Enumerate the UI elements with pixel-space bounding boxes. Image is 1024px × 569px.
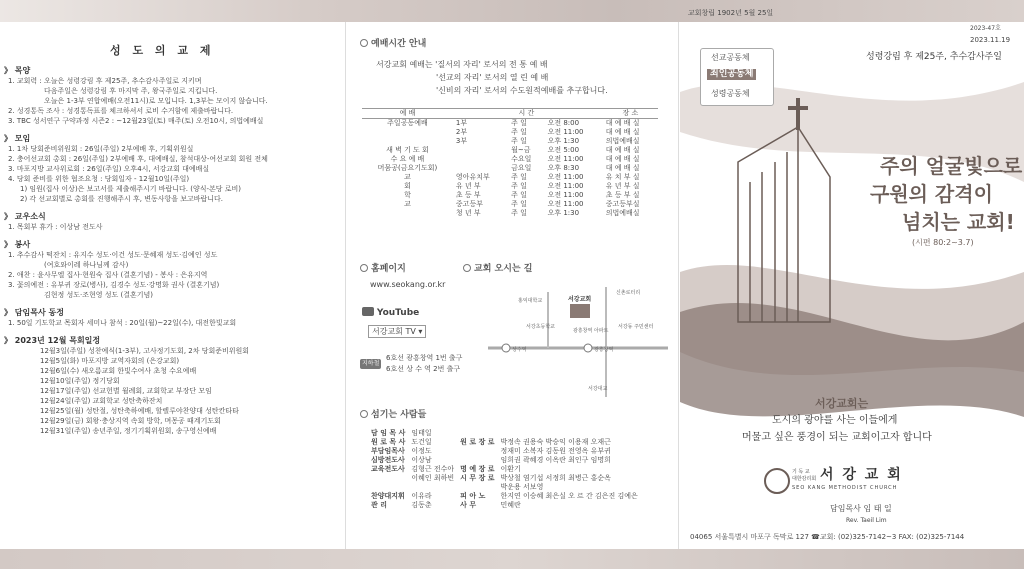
section-line: 1. 추수감사 떡잔치 : 유지수 성도·이건 성도·문혜재 성도·김예인 성도 — [8, 251, 218, 259]
staff-cell: 찬양대지휘 — [371, 492, 405, 500]
table-header-cell — [545, 109, 603, 119]
table-cell: 주 일 — [511, 191, 527, 199]
section-line: 12월24일(주일) 교회학교 성탄축하잔치 — [40, 397, 163, 405]
section-line: 다음주일은 성령강림 후 마지막 주, 왕국주일로 지킵니다. — [44, 87, 218, 95]
section-line: 12월25일(월) 성탄절, 성탄축하예배, 할렐루야찬양대 성탄칸타타 — [40, 407, 239, 415]
section-line: 3. TBC 성서연구 구약과정 시즌2 : ~12월23일(토) 매주(토) 오전10시, 의법예배실 — [8, 117, 264, 125]
staff-cell — [368, 474, 408, 483]
staff-row — [368, 429, 641, 438]
section-line: 12월10일(주일) 정기당회 — [40, 377, 120, 385]
table-cell: 유 치 부 실 — [605, 173, 640, 181]
svg-text:광흥창역: 광흥창역 — [594, 347, 614, 353]
table-header-cell: 장 소 — [603, 109, 658, 119]
staff-cell: 원 로 목 사 — [371, 438, 406, 446]
table-cell: 수요일 — [511, 155, 532, 163]
section-line: 1. 교회력 : 오늘은 성령강림 후 제25주, 추수감사주일로 지키며 — [8, 77, 202, 85]
intro-line: '신비의 자리' 로서의 수도원적예배를 추구합니다. — [436, 86, 608, 95]
section-line: 12월17일(주일) 선교헌별 월례회, 교회학교 부장단 모임 — [40, 387, 212, 395]
staff-cell: 교육전도사 — [371, 465, 405, 473]
table-row — [362, 209, 658, 218]
table-cell: 주 일 — [511, 209, 527, 217]
staff-cell — [498, 429, 641, 438]
svg-text:홍익대학교: 홍익대학교 — [518, 298, 543, 304]
table-header-cell: 시 간 — [508, 109, 544, 119]
table-cell: 오전 11:00 — [547, 128, 584, 136]
staff-cell: 박상철 염기섭 서정희 최병근 홍순옥 — [500, 474, 611, 482]
staff-cell: 이정도 — [411, 447, 432, 455]
table-cell: 머뭄공(금요기도회) — [377, 164, 438, 172]
svg-text:신촌로터리: 신촌로터리 — [616, 290, 641, 296]
staff-cell: 이상남 — [411, 456, 432, 464]
staff-cell: 사 무 — [460, 501, 477, 509]
subway-line: 6호선 상 수 역 2번 출구 — [386, 365, 461, 373]
directions-heading: 교회 오시는 길 — [463, 264, 532, 274]
staff-cell: 심방전도사 — [371, 456, 405, 464]
section-line: 12월3일(주일) 성찬예식(1-3부), 고사정기도회, 2차 당회준비위원회 — [40, 347, 250, 355]
staff-cell — [408, 483, 457, 492]
bottom-decor-band — [0, 549, 1024, 569]
staff-row — [368, 501, 641, 510]
table-row — [362, 128, 658, 137]
table-cell: 금요일 — [511, 164, 532, 172]
staff-row — [368, 492, 641, 501]
staff-cell: 박정속 권용숙 박승익 이용재 오재근 — [500, 438, 611, 446]
scripture-ref: (시편 80:2~3.7) — [912, 238, 974, 247]
staff-cell: 김형근 전수아 — [411, 465, 455, 473]
table-cell: 대 예 배 실 — [605, 146, 640, 154]
staff-row — [368, 456, 641, 465]
svg-text:광흥창역 아파트: 광흥창역 아파트 — [573, 328, 609, 334]
staff-cell: 박운용 서보영 — [500, 483, 544, 491]
community-label-active: 죄인공동체 — [707, 69, 756, 80]
right-panel — [680, 9, 1024, 549]
pastor-name-en: Rev. Taeil Lim — [846, 517, 887, 524]
table-cell: 중고등부 — [455, 200, 483, 208]
table-cell: 교 — [404, 200, 411, 208]
table-cell: 초 등 부 — [455, 191, 481, 199]
directions-map — [488, 282, 668, 402]
section-heading: 》 봉사 — [4, 240, 31, 249]
table-row — [362, 173, 658, 182]
denomination: 기 독 교 — [792, 469, 810, 475]
table-row — [362, 146, 658, 155]
section-line: 12월6일(수) 새오름교회 한빛수여사 초청 수요예배 — [40, 367, 197, 375]
table-cell: 주 일 — [511, 128, 527, 136]
table-cell: 오후 8:30 — [547, 164, 580, 172]
table-row — [362, 200, 658, 209]
church-name: 서 강 교 회 — [820, 467, 903, 483]
table-cell: 초 등 부 실 — [605, 191, 640, 199]
svg-text:서강교회: 서강교회 — [568, 296, 592, 303]
left-panel — [0, 22, 343, 549]
staff-cell: 시 무 장 로 — [460, 474, 495, 482]
staff-row — [368, 465, 641, 474]
community-box — [700, 48, 774, 106]
table-row — [362, 182, 658, 191]
table-cell: 주 일 — [511, 182, 527, 190]
table-row — [362, 137, 658, 146]
staff-cell: 정재미 소복자 김동원 전영옥 유부귀 — [500, 447, 611, 455]
section-line: 2) 각 선교회별로 총회를 진행해주시 후, 변동사항을 보고바랍니다. — [20, 195, 224, 203]
staff-cell: 이환기 — [500, 465, 521, 473]
table-cell: 의법예배실 — [605, 209, 640, 217]
svg-text:서강대교: 서강대교 — [588, 386, 608, 392]
table-cell: 3부 — [455, 137, 468, 145]
issue-number: 2023-47호 — [970, 25, 1001, 32]
middle-panel — [348, 22, 676, 549]
table-row — [362, 164, 658, 173]
table-cell: 오전 8:00 — [547, 119, 580, 127]
pastor-name: 담임목사 임 태 일 — [830, 504, 892, 513]
table-cell — [362, 128, 453, 137]
worship-schedule-table — [362, 108, 658, 218]
intro-line: 서강교회 예배는 '질서의 자리' 로서의 전 통 예 배 — [376, 60, 548, 69]
table-cell: 의법예배실 — [605, 137, 640, 145]
table-cell: 대 예 배 실 — [605, 128, 640, 136]
staff-cell: 이혜인 최하빈 — [411, 474, 455, 482]
bullet-icon — [360, 264, 368, 272]
community-label: 선교공동체 — [711, 53, 750, 62]
section-line: 1. 1차 당회준비위원회 : 26일(주일) 2부예배 후, 기획위원실 — [8, 145, 194, 153]
table-cell: 주 일 — [511, 119, 527, 127]
church-address: 04065 서울특별시 마포구 독막로 127 ☎교회: (02)325-7142~3 FAX: (02)325-7144 — [690, 533, 965, 541]
section-line: 오늘은 1-3부 연합예배(오전11시)로 모입니다. 1,3부는 모이지 않습니다. — [44, 97, 268, 105]
section-heading: 》 2023년 12월 목회일정 — [4, 336, 101, 345]
staff-cell: 김동춘 — [411, 501, 432, 509]
bulletin-date: 2023.11.19 — [970, 36, 1011, 44]
table-cell: 청 년 부 — [455, 209, 481, 217]
staff-cell: 한지연 이승혜 최은실 오 르 간 김은진 김예은 — [500, 492, 638, 500]
church-seal-icon — [764, 468, 790, 494]
community-label: 성령공동체 — [711, 89, 750, 98]
section-line: 12월31일(주일) 송년주일, 정기기획위원회, 송구영신예배 — [40, 427, 217, 435]
table-cell: 오전 11:00 — [547, 191, 584, 199]
panel-title: 성 도 의 교 제 — [110, 44, 215, 57]
staff-cell — [457, 456, 497, 465]
staff-cell: 임태일 — [411, 429, 432, 437]
staff-cell — [457, 483, 497, 492]
table-header-cell: 예 배 — [362, 109, 453, 119]
homepage-link[interactable]: www.seokang.or.kr — [370, 280, 446, 289]
table-cell — [453, 155, 508, 164]
section-heading: 》 담임목사 동정 — [4, 308, 64, 317]
table-header-row — [362, 109, 658, 119]
staff-row — [368, 447, 641, 456]
section-line: 김현정 성도·조현영 성도 (결혼기념) — [44, 291, 154, 299]
bullet-icon — [360, 39, 368, 47]
worship-heading: 예배시간 안내 — [360, 39, 426, 49]
vision-line: 서강교회는 — [815, 397, 869, 410]
table-cell: 대 예 배 실 — [605, 119, 640, 127]
vision-line: 머물고 싶은 풍경이 되는 교회이고자 합니다 — [742, 432, 932, 443]
staff-cell: 도건일 — [411, 438, 432, 446]
table-cell: 1부 — [455, 119, 468, 127]
staff-cell: 피 아 노 — [460, 492, 486, 500]
table-cell: 주 일 — [511, 137, 527, 145]
table-header-cell — [453, 109, 508, 119]
theme-line: 넘치는 교회! — [902, 210, 1015, 234]
table-cell: 교 — [404, 173, 411, 181]
svg-text:서강동 주민센터: 서강동 주민센터 — [618, 324, 654, 330]
staff-cell: 부담임목사 — [371, 447, 405, 455]
table-row — [362, 155, 658, 164]
theme-line: 구원의 감격이 — [870, 182, 993, 206]
section-line: 2. 애찬 : 윤사무엘 집사·현원숙 집사 (결혼기념) - 봉사 : 은유지역 — [8, 271, 208, 279]
section-heading: 》 교우소식 — [4, 212, 46, 221]
section-line: 1) 임원(집사 이상)은 보고서를 제출해주시기 바랍니다. (양식-본당 로비) — [20, 185, 242, 193]
section-line: 12월29일(금) 회왕·충상지역 속회 방학, 며몽공 때계기도회 — [40, 417, 221, 425]
staff-cell: 원 로 장 로 — [460, 438, 495, 446]
svg-text:상수역: 상수역 — [512, 347, 527, 353]
bullet-icon — [360, 410, 368, 418]
section-line: 1. 목회부 휴가 : 이상남 전도사 — [8, 223, 103, 231]
staff-row — [368, 483, 641, 492]
section-heading: 》 목양 — [4, 66, 31, 75]
youtube-logo: YouTube — [362, 307, 419, 318]
section-line: (여호와이레 하나님께 감사) — [44, 261, 129, 269]
table-cell: 새 벽 기 도 회 — [386, 146, 429, 154]
table-cell: 오전 5:00 — [547, 146, 580, 154]
vision-line: 도시의 광야를 사는 이들에게 — [772, 415, 898, 426]
subway-badge: 지하철 — [362, 360, 380, 367]
table-cell: 유 년 부 실 — [605, 182, 640, 190]
section-line: 1. 50일 기도학교 목회자 세미나 참석 : 20일(월)~22일(수), 대전한빛교회 — [8, 319, 237, 327]
table-cell: 영아유치부 — [455, 173, 490, 181]
denomination: 대한감리회 — [792, 476, 817, 482]
staff-cell: 명 예 장 로 — [460, 465, 495, 473]
table-cell: 오전 11:00 — [547, 200, 584, 208]
table-cell — [362, 209, 453, 218]
table-cell: 중고등부실 — [605, 200, 640, 208]
table-cell: 대 예 배 실 — [605, 155, 640, 163]
staff-cell: 이유라 — [411, 492, 432, 500]
section-heading: 》 모임 — [4, 134, 31, 143]
table-cell: 대 예 배 실 — [605, 164, 640, 172]
section-line: 4. 당회 준비를 위한 협조요청 : 당회일자 - 12월10일(주일) — [8, 175, 190, 183]
staff-cell — [457, 429, 497, 438]
table-row — [362, 119, 658, 129]
section-line: 12월5일(화) 마포지방 교역자회의 (은강교회) — [40, 357, 180, 365]
table-cell: 학 — [404, 191, 411, 199]
youtube-icon — [362, 307, 374, 316]
table-cell — [453, 164, 508, 173]
sunday-title: 성령강림 후 제25주, 추수감사주일 — [866, 52, 1002, 62]
top-decor-band — [0, 0, 1024, 22]
table-cell: 오후 1:30 — [547, 209, 580, 217]
table-cell — [453, 146, 508, 155]
svg-text:서강초등학교: 서강초등학교 — [526, 324, 555, 330]
table-cell: 2부 — [455, 128, 468, 136]
section-line: 3. 마포지방 교사위로회 : 26일(주일) 오후4시, 서강교회 대예배실 — [8, 165, 210, 173]
table-cell: 주일공동예배 — [387, 119, 428, 127]
table-cell — [362, 137, 453, 146]
section-line: 2. 성경통독 조사 : 성경통독표를 체크하셔서 로비 수거함에 제출바랍니다. — [8, 107, 234, 115]
table-cell: 오후 1:30 — [547, 137, 580, 145]
section-line: 3. 꽃의예전 : 유부귀 장로(병사), 김경수 성도·강명화 권사 (결혼기념) — [8, 281, 220, 289]
founding-date: 교회창립 1902년 5월 25일 — [688, 9, 774, 17]
fold-line — [345, 22, 346, 549]
table-row — [362, 191, 658, 200]
staff-cell: 담 임 목 사 — [371, 429, 406, 437]
staff-row — [368, 474, 641, 483]
intro-line: '선교의 자리' 로서의 열 린 예 배 — [436, 73, 549, 82]
bullet-icon — [463, 264, 471, 272]
table-cell: 오전 11:00 — [547, 155, 584, 163]
table-cell: 유 년 부 — [455, 182, 481, 190]
youtube-channel-select[interactable]: 서강교회 TV ▾ — [368, 325, 426, 338]
table-cell: 오전 11:00 — [547, 173, 584, 181]
fold-line — [678, 22, 679, 549]
section-line: 2. 충어선교회 총회 : 26일(주일) 2부예배 후, 대예배실, 참석대상-여선교회 회원 전체 — [8, 155, 268, 163]
table-cell: 주 일 — [511, 173, 527, 181]
church-name-en: SEO KANG METHODIST CHURCH — [792, 485, 898, 491]
table-cell: 수 요 예 배 — [390, 155, 425, 163]
staff-cell: 임희권 곽혜경 이옥란 최인구 임명희 — [500, 456, 611, 464]
staff-cell: 관 리 — [371, 501, 387, 509]
staff-cell — [368, 483, 408, 492]
homepage-heading: 홈페이지 — [360, 264, 406, 274]
theme-line: 주의 얼굴빛으로 — [880, 154, 1023, 178]
staff-heading: 섬기는 사람들 — [360, 410, 426, 420]
table-cell: 회 — [404, 182, 411, 190]
staff-table — [368, 429, 641, 510]
staff-cell: 민혜란 — [500, 501, 521, 509]
table-cell: 주 일 — [511, 200, 527, 208]
table-cell: 월~금 — [511, 146, 531, 154]
staff-cell — [457, 447, 497, 456]
table-cell: 오전 11:00 — [547, 182, 584, 190]
staff-row — [368, 438, 641, 447]
subway-line: 6호선 광흥창역 1번 출구 — [386, 354, 463, 362]
